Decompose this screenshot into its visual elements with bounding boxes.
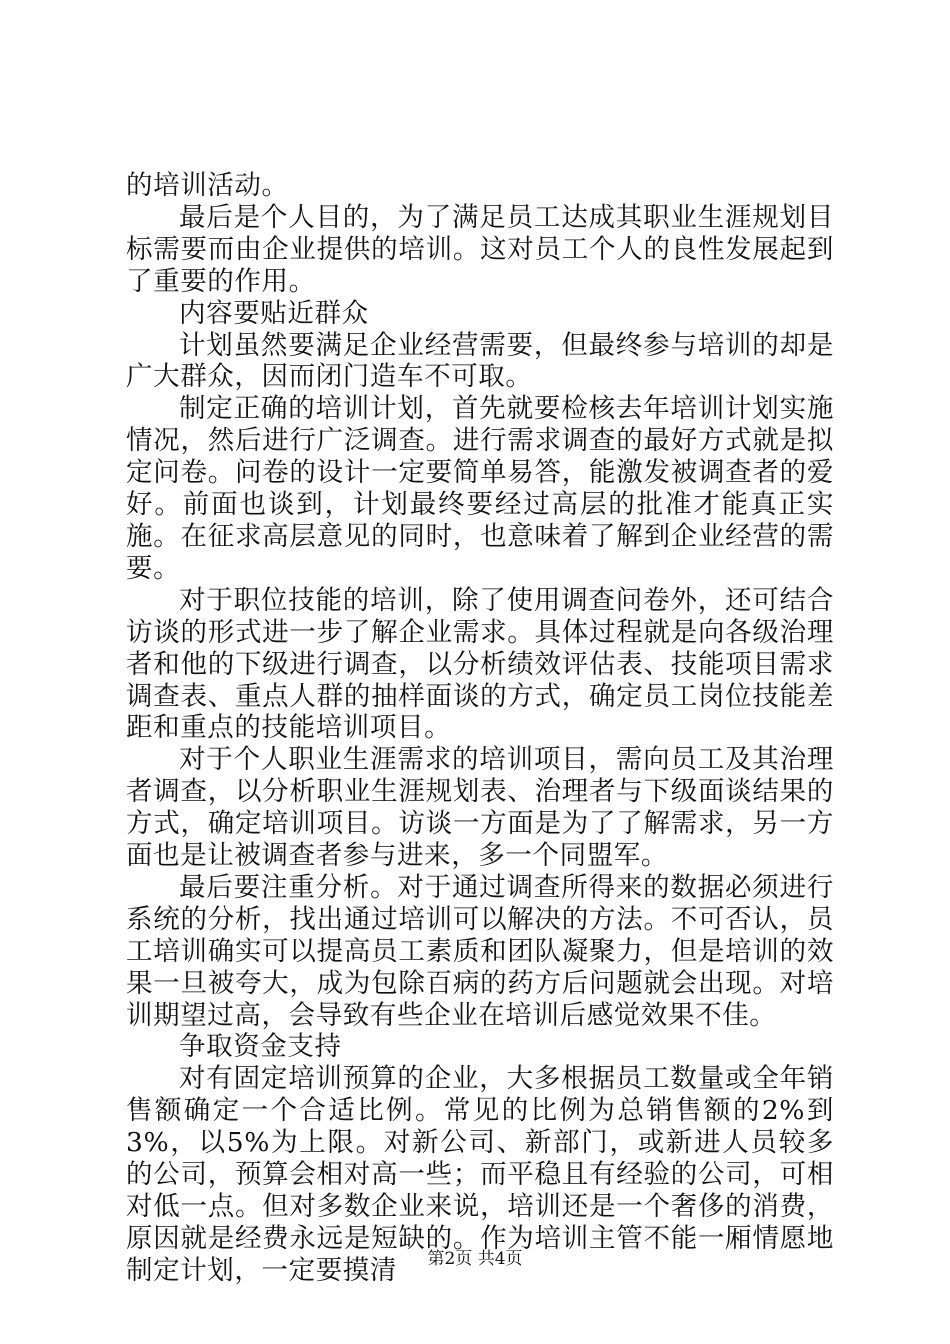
section-heading-content: 内容要贴近群众	[179, 297, 369, 329]
document-body	[126, 170, 834, 1287]
paragraph-continuation: 的培训活动。	[126, 170, 289, 201]
paragraph-correct-plan: 制定正确的培训计划，首先就要检核去年培训计划实施情况，然后进行广泛调查。进行需求调查的最好方式就是拟定问卷。问卷的设计一定要简单易答，能激发被调查者的爱好。前面也谈到，计划最终要经过高层的批准才能真正实施。在征求高层意见的同时，也意味着了解到企业经营的需要。	[126, 393, 834, 584]
section-heading-funding: 争取资金支持	[179, 1031, 342, 1063]
paragraph-career-needs: 对于个人职业生涯需求的培训项目，需向员工及其治理者调查，以分析职业生涯规划表、治理者与下级面谈结果的方式，确定培训项目。访谈一方面是为了了解需求，另一方面也是让被调查者参与进来，多一个同盟军。	[126, 744, 834, 872]
paragraph-budget: 对有固定培训预算的企业，大多根据员工数量或全年销售额确定一个合适比例。常见的比例为总销售额的2%到3%，以5%为上限。对新公司、新部门，或新进人员较多的公司，预算会相对高一些；而平稳且有经验的公司，可相对低一点。但对多数企业来说，培训还是一个奢侈的消费，原因就是经费永远是短缺的。作为培训主管不能一厢情愿地制定计划，一定要摸清	[126, 1063, 834, 1286]
paragraph-personal-purpose: 最后是个人目的，为了满足员工达成其职业生涯规划目标需要而由企业提供的培训。这对员工个人的良性发展起到了重要的作用。	[126, 201, 834, 297]
paragraph-analysis: 最后要注重分析。对于通过调查所得来的数据必须进行系统的分析，找出通过培训可以解决的方法。不可否认，员工培训确实可以提高员工素质和团队凝聚力，但是培训的效果一旦被夸大，成为包除百病的药方后问题就会出现。对培训期望过高，会导致有些企业在培训后感觉效果不佳。	[126, 871, 834, 1031]
paragraph-plan-masses: 计划虽然要满足企业经营需要，但最终参与培训的却是广大群众，因而闭门造车不可取。	[126, 329, 834, 393]
paragraph-position-skills: 对于职位技能的培训，除了使用调查问卷外，还可结合访谈的形式进一步了解企业需求。具体过程就是向各级治理者和他的下级进行调查，以分析绩效评估表、技能项目需求调查表、重点人群的抽样面谈的方式，确定员工岗位技能差距和重点的技能培训项目。	[126, 584, 834, 744]
page-number-footer: 第2页 共4页	[427, 1249, 523, 1269]
